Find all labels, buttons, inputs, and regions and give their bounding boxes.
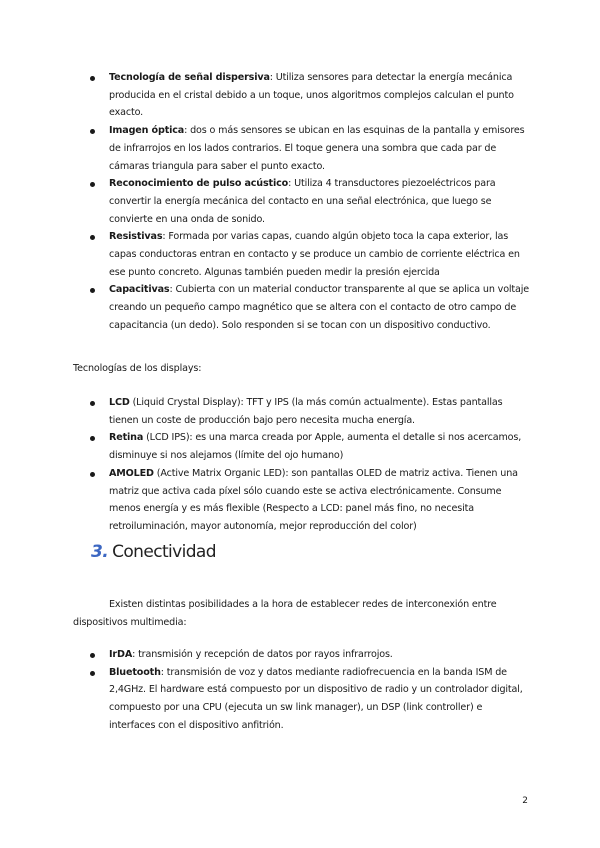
item-text: (LCD IPS): es una marca creada por Apple, aumenta el detalle si nos acercamos, disminuye si nos alejamos (límite del ojo humano) bbox=[109, 432, 522, 462]
item-term: Tecnología de señal dispersiva bbox=[109, 72, 270, 83]
item-text: : transmisión de voz y datos mediante radiofrecuencia en la banda ISM de 2,4GHz. El hardware está compuesto por un dispositivo de radio y un controlador digital, compuesto por una CPU (ejecuta un sw link manager), un DSP (link controller) e interfaces con el dispositivo anfitrión. bbox=[109, 666, 523, 731]
bullet-icon bbox=[90, 653, 95, 658]
item-text: : Utiliza 4 transductores piezoeléctricos para convertir la energía mecánica del contacto en una señal electrónica, que luego se convierte en una onda de sonido. bbox=[109, 178, 496, 225]
list-item bbox=[90, 228, 530, 281]
bullet-icon bbox=[90, 288, 95, 293]
connectivity-intro: Existen distintas posibilidades a la hora de establecer redes de interconexión entre dispositivos multimedia: bbox=[73, 599, 497, 628]
page-number: 2 bbox=[522, 796, 528, 806]
displays-intro: Tecnologías de los displays: bbox=[73, 363, 202, 374]
bullet-icon bbox=[90, 436, 95, 441]
list-item bbox=[90, 175, 530, 228]
item-text: : dos o más sensores se ubican en las esquinas de la pantalla y emisores de infrarrojos en los lados contrarios. El toque genera una sombra que cada par de cámaras triangula para saber el punto exacto. bbox=[109, 125, 525, 172]
bullet-icon bbox=[90, 401, 95, 406]
bullet-icon bbox=[90, 129, 95, 134]
bullet-icon bbox=[90, 235, 95, 240]
item-term: IrDA bbox=[109, 649, 133, 660]
connectivity-list bbox=[90, 646, 530, 735]
item-term: Bluetooth bbox=[109, 666, 161, 678]
list-item bbox=[90, 646, 530, 664]
section-heading bbox=[91, 542, 216, 562]
bullet-icon bbox=[90, 671, 95, 676]
bullet-icon bbox=[90, 472, 95, 477]
bullet-icon bbox=[90, 76, 95, 81]
section-number: 3. bbox=[91, 542, 109, 562]
item-text: (Active Matrix Organic LED): son pantallas OLED de matriz activa. Tienen una matriz que activa cada píxel sólo cuando este se activa electrónicamente. Consume menos energía y es más flexible (Respecto a LCD: panel más fino, no necesita retroiluminación, mayor autonomía, mejor reproducción del color) bbox=[109, 467, 518, 532]
list-item bbox=[90, 394, 530, 429]
item-term: Resistivas bbox=[109, 231, 163, 243]
item-term: AMOLED bbox=[109, 467, 154, 479]
item-text: : transmisión y recepción de datos por rayos infrarrojos. bbox=[132, 649, 393, 660]
item-text: (Liquid Crystal Display): TFT y IPS (la más común actualmente). Estas pantallas tienen un coste de producción bajo pero necesita mucha energía. bbox=[109, 397, 503, 426]
list-item bbox=[90, 281, 530, 334]
item-text: : Cubierta con un material conductor transparente al que se aplica un voltaje creando un pequeño campo magnético que se altera con el contacto de otro campo de capacitancia (un dedo). Solo responden si se tocan con un dispositivo conductivo. bbox=[109, 284, 530, 331]
list-item bbox=[90, 429, 530, 464]
item-text: : Formada por varias capas, cuando algún objeto toca la capa exterior, las capas conductoras entran en contacto y se produce un cambio de corriente eléctrica en ese punto concreto. Algunas también pueden medir la presión ejercida bbox=[109, 231, 520, 278]
bullet-icon bbox=[90, 182, 95, 187]
list-item bbox=[90, 664, 530, 735]
item-term: Imagen óptica bbox=[109, 125, 185, 137]
list-item bbox=[90, 69, 530, 122]
item-term: Reconocimiento de pulso acústico bbox=[109, 178, 289, 190]
item-term: Retina bbox=[109, 432, 144, 444]
item-text: : Utiliza sensores para detectar la energía mecánica producida en el cristal debido a un toque, unos algoritmos complejos calculan el punto exacto. bbox=[109, 72, 514, 119]
section-title: Conectividad bbox=[112, 542, 216, 562]
item-term: LCD bbox=[109, 397, 130, 408]
display-technologies-list bbox=[90, 394, 530, 536]
list-item bbox=[90, 465, 530, 536]
touch-technologies-list bbox=[90, 69, 530, 335]
list-item bbox=[90, 122, 530, 175]
item-term: Capacitivas bbox=[109, 284, 170, 296]
